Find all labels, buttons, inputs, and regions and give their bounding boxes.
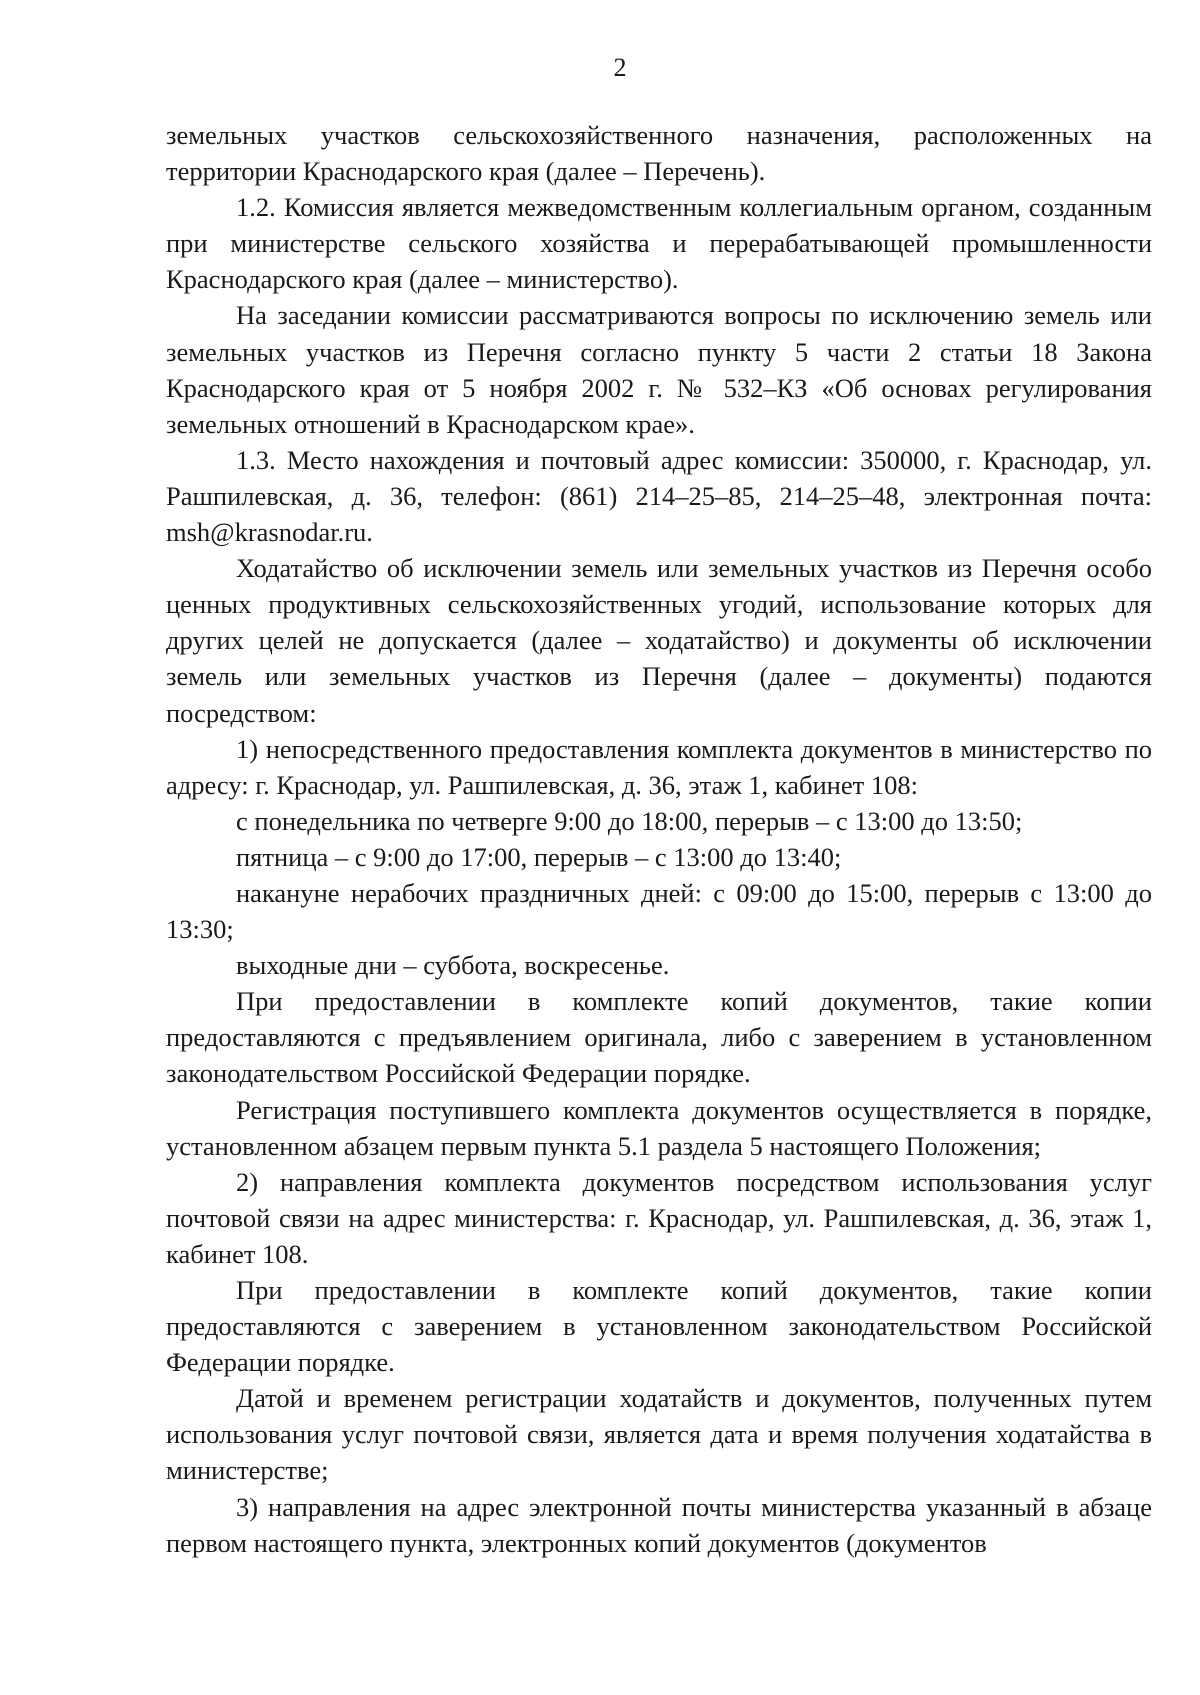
- paragraph-1-3: 1.3. Место нахождения и почтовый адрес комиссии: 350000, г. Краснодар, ул. Рашпилевская, д. 36, телефон: (861) 214–25–85, 214–25–48, электронная почта: msh@krasnodar.ru.: [166, 444, 1152, 548]
- paragraph-petition: Ходатайство об исключении земель или земельных участков из Перечня особо ценных продуктивных сельскохозяйственных угодий, использование которых для других целей не допускается (далее – ходатайство) и документы об исключении земель или земельных участков из Перечня (далее – документы) подаются посредством:: [166, 553, 1152, 728]
- paragraph-continuation: земельных участков сельскохозяйственного назначения, расположенных на территории Краснодарского края (далее – Перечень).: [166, 120, 1152, 187]
- paragraph-hours-mon-thu: с понедельника по четверге 9:00 до 18:00, перерыв – с 13:00 до 13:50;: [236, 805, 1023, 836]
- paragraph-hours-holiday: накануне нерабочих праздничных дней: с 09:00 до 15:00, перерыв с 13:00 до 13:30;: [166, 877, 1152, 945]
- paragraph-copies-1: При предоставлении в комплекте копий документов, такие копии предоставляются с предъявлением оригинала, либо с заверением в установленном законодательством Российской Федерации порядке.: [166, 986, 1152, 1089]
- document-body: [166, 117, 1152, 1561]
- paragraph-postal-date: Датой и временем регистрации ходатайств и документов, полученных путем использования услуг почтовой связи, является дата и время получения ходатайства в министерстве;: [166, 1383, 1152, 1486]
- paragraph-item-3: 3) направления на адрес электронной почты министерства указанный в абзаце первом настоящего пункта, электронных копий документов (документов: [166, 1491, 1152, 1558]
- paragraph-meetings: На заседании комиссии рассматриваются вопросы по исключению земель или земельных участков из Перечня согласно пункту 5 части 2 статьи 18 Закона Краснодарского края от 5 ноября 2002 г. № 532–КЗ «Об основах регулирования земельных отношений в Краснодарском крае».: [166, 300, 1152, 439]
- paragraph-registration: Регистрация поступившего комплекта документов осуществляется в порядке, установленном абзацем первым пункта 5.1 раздела 5 настоящего Положения;: [166, 1094, 1152, 1161]
- page-number: 2: [613, 53, 627, 82]
- paragraph-copies-2: При предоставлении в комплекте копий документов, такие копии предоставляются с заверением в установленном законодательством Российской Федерации порядке.: [166, 1275, 1152, 1378]
- paragraph-item-2: 2) направления комплекта документов посредством использования услуг почтовой связи на адрес министерства: г. Краснодар, ул. Рашпилевская, д. 36, этаж 1, кабинет 108.: [166, 1166, 1152, 1269]
- paragraph-1-2: 1.2. Комиссия является межведомственным коллегиальным органом, созданным при министерстве сельского хозяйства и перерабатывающей промышленности Краснодарского края (далее – министерство).: [166, 192, 1152, 295]
- paragraph-item-1: 1) непосредственного предоставления комплекта документов в министерство по адресу: г. Краснодар, ул. Рашпилевская, д. 36, этаж 1, кабинет 108:: [166, 733, 1152, 800]
- paragraph-days-off: выходные дни – суббота, воскресенье.: [236, 950, 670, 981]
- paragraph-hours-fri: пятница – с 9:00 до 17:00, перерыв – с 13:00 до 13:40;: [236, 841, 842, 872]
